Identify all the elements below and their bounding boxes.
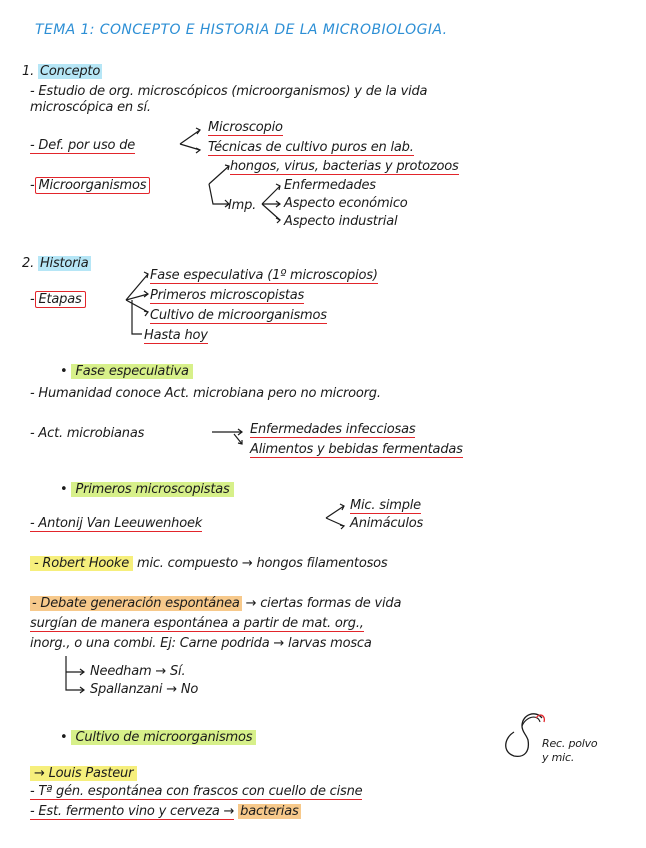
concept-definition-cont: microscópica en sí. [30,100,151,115]
microorganisms-box: Microorganismos [35,177,151,194]
section-1-number: 1. [22,64,35,79]
section-1-heading [22,64,102,80]
page-title: TEMA 1: CONCEPTO E HISTORIA DE LA MICROBIOLOGIA. [35,22,448,38]
imp-item-economic: Aspecto económico [284,196,408,211]
def-branch-arrows [178,124,208,160]
section-2-number: 2. [22,256,35,271]
act-microbianas-label: - Act. microbianas [30,426,145,441]
act-item-alimentos: Alimentos y bebidas fermentadas [250,442,463,457]
section-1-title: Concepto [39,64,101,79]
fase-line1: - Humanidad conoce Act. microbiana pero no microorg. [30,386,381,401]
micro-types: hongos, virus, bacterias y protozoos [230,159,459,174]
imp-item-industrial: Aspecto industrial [284,214,398,229]
microorganisms-row: - Microorganismos [30,178,150,194]
def-prefix: - Def. por uso de [30,138,136,153]
pasteur-row: → Louis Pasteur [30,766,137,782]
etapa-2: Primeros microscopistas [150,288,305,303]
primeros-heading: • Primeros microscopistas [60,482,234,498]
spallanzani-row: Spallanzani → No [90,682,199,697]
def-by-use [30,138,135,154]
def-item-cultures: Técnicas de cultivo puros en lab. [208,140,414,155]
etapa-3: Cultivo de microorganismos [150,308,327,323]
section-2-title: Historia [39,256,89,271]
debate-line3: inorg., o una combi. Ej: Carne podrida → larvas mosca [30,636,372,651]
antonij-item-animaculos: Animáculos [350,516,424,531]
etapa-4: Hasta hoy [144,328,208,343]
cultivo-line2: - Est. fermento vino y cerveza → bacterias [30,804,299,819]
act-branch-arrows [210,420,250,450]
concept-definition: - Estudio de org. microscópicos (microorganismos) y de la vida [30,84,428,99]
hooke-row: - Robert Hooke mic. compuesto → hongos filamentosos [30,556,387,572]
imp-label: Imp. [228,198,257,213]
cultivo-line1: - Tª gén. espontánea con frascos con cuello de cisne [30,784,363,799]
etapa-1: Fase especulativa (1º microscopios) [150,268,378,283]
fase-heading: • Fase especulativa [60,364,193,380]
flask-label-1: Rec. polvo [542,737,598,750]
cultivo-heading: • Cultivo de microorganismos [60,730,256,746]
debate-line2: surgían de manera espontánea a partir de mat. org., [30,616,364,631]
etapas-box: Etapas [35,291,86,308]
def-item-microscope: Microscopio [208,120,283,135]
needham-row: Needham → Sí. [90,664,186,679]
section-2-heading [22,256,91,272]
debate-row: - Debate generación espontánea → ciertas formas de vida [32,596,402,611]
antonij-row: - Antonij Van Leeuwenhoek [30,516,203,531]
act-item-enfermedades: Enfermedades infecciosas [250,422,416,437]
etapas-row: - Etapas [30,292,86,308]
antonij-branch-arrows [322,500,352,534]
flask-label-2: y mic. [542,751,575,764]
imp-item-diseases: Enfermedades [284,178,376,193]
antonij-item-simple: Mic. simple [350,498,421,513]
